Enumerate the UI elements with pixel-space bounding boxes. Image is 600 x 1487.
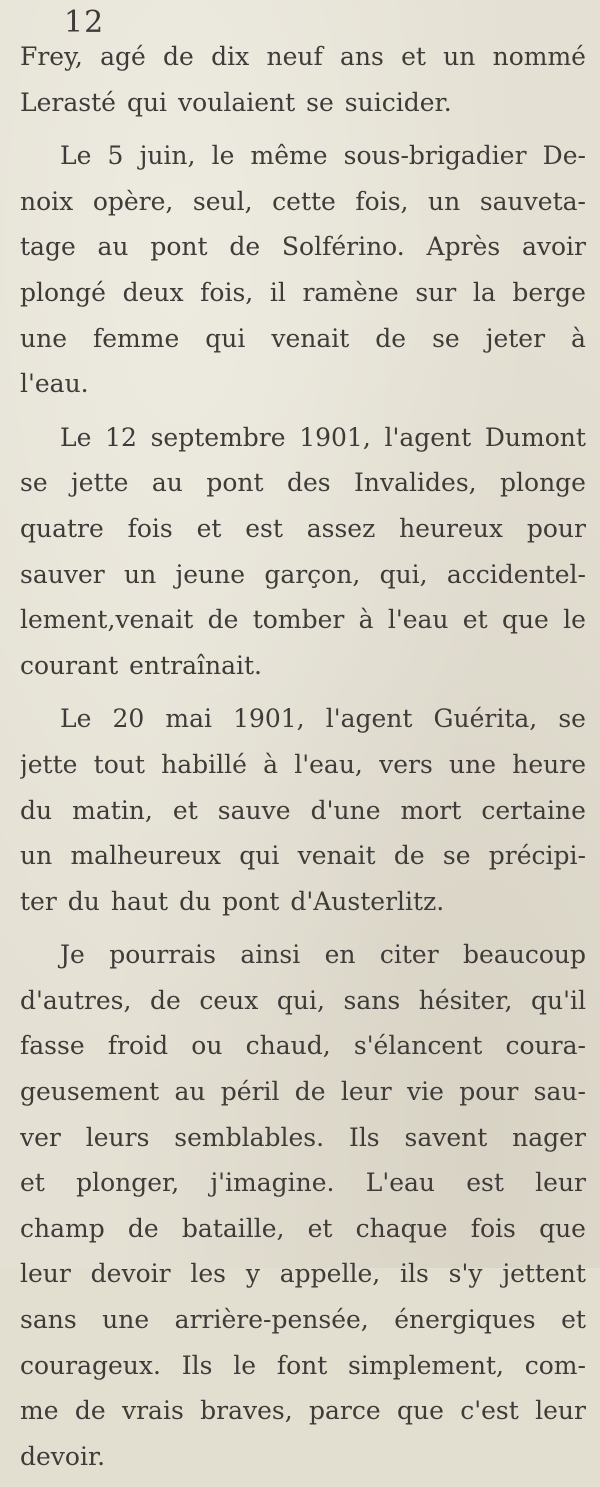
text-line: Le 12 septembre 1901, l'agent Dumont xyxy=(60,422,586,452)
paragraph xyxy=(20,141,586,415)
text-line: champ de bataille, et chaque fois que xyxy=(20,1213,586,1243)
body-text xyxy=(20,42,586,1487)
text-line: sans une arrière-pensée, énergiques et xyxy=(20,1305,586,1335)
text-line: geusement au péril de leur vie pour sau- xyxy=(20,1077,586,1107)
text-line: noix opère, seul, cette fois, un sauveta- xyxy=(20,186,586,216)
text-line: d'autres, de ceux qui, sans hésiter, qu'il xyxy=(20,985,586,1015)
text-line: plongé deux fois, il ramène sur la berge xyxy=(20,277,586,307)
text-line: un malheureux qui venait de se précipi- xyxy=(20,841,586,871)
text-line: courant entraînait. xyxy=(20,650,262,680)
page-number: 12 xyxy=(64,5,105,40)
text-line: quatre fois et est assez heureux pour xyxy=(20,513,586,543)
text-line: ver leurs semblables. Ils savent nager xyxy=(20,1122,586,1152)
text-line: Lerasté qui voulaient se suicider. xyxy=(20,87,452,117)
text-line: tage au pont de Solférino. Après avoir xyxy=(20,232,586,262)
paragraph xyxy=(20,940,586,1487)
text-line: lement,venait de tomber à l'eau et que le xyxy=(20,605,586,635)
text-line: fasse froid ou chaud, s'élancent coura- xyxy=(20,1031,586,1061)
text-line: une femme qui venait de se jeter à xyxy=(20,323,586,353)
paragraph xyxy=(20,42,586,133)
text-line: sauver un jeune garçon, qui, accidentel- xyxy=(20,559,586,589)
text-line: leur devoir les y appelle, ils s'y jettent xyxy=(20,1259,586,1289)
text-line: jette tout habillé à l'eau, vers une heure xyxy=(20,749,586,779)
text-line: ter du haut du pont d'Austerlitz. xyxy=(20,886,445,916)
text-line: Je pourrais ainsi en citer beaucoup xyxy=(60,940,586,970)
text-line: Le 20 mai 1901, l'agent Guérita, se xyxy=(60,704,586,734)
text-line: Frey, agé de dix neuf ans et un nommé xyxy=(20,42,586,71)
text-line: du matin, et sauve d'une mort certaine xyxy=(20,795,586,825)
text-line: l'eau. xyxy=(20,369,89,399)
text-line: me de vrais braves, parce que c'est leur xyxy=(20,1396,586,1426)
text-line: devoir. xyxy=(20,1441,106,1471)
paragraph xyxy=(20,704,586,932)
paragraph xyxy=(20,423,586,697)
text-line: et plonger, j'imagine. L'eau est leur xyxy=(20,1168,586,1198)
text-line: Le 5 juin, le même sous-brigadier De- xyxy=(60,141,586,171)
text-line: courageux. Ils le font simplement, com- xyxy=(20,1350,586,1380)
text-line: se jette au pont des Invalides, plonge xyxy=(20,468,586,498)
